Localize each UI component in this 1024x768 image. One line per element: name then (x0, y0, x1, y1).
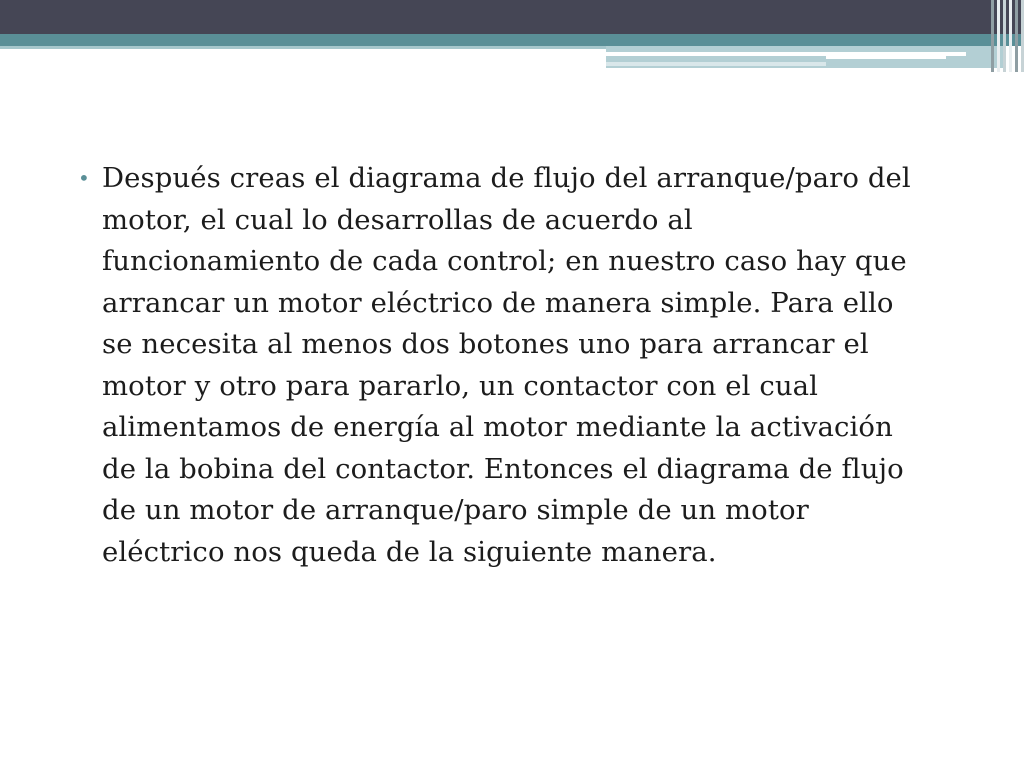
bullet-icon: • (78, 166, 90, 190)
paragraph-line: de la bobina del contactor. Entonces el diagrama de flujo (102, 452, 904, 485)
slide-body (78, 158, 978, 573)
paragraph-line: funcionamiento de cada control; en nuestro caso hay que (102, 245, 907, 277)
corner-stripes-decoration (984, 0, 1024, 72)
paragraph-line: alimentamos de energía al motor mediante la activación (102, 411, 893, 443)
paragraph-line: de un motor de arranque/paro simple de un motor (102, 494, 809, 526)
paragraph-line: Después creas el diagrama de flujo del arranque/paro del (102, 162, 911, 194)
paragraph-line: motor y otro para pararlo, un contactor con el cual (102, 369, 819, 402)
bullet-paragraph (78, 158, 978, 573)
header-step-line (826, 56, 946, 59)
header-step-line (606, 62, 826, 66)
paragraph-line: arrancar un motor eléctrico de manera simple. Para ello (102, 286, 894, 319)
paragraph-line: eléctrico nos queda de la siguiente manera. (102, 535, 717, 568)
header-band-teal (0, 34, 1024, 46)
paragraph-line: se necesita al menos dos botones uno para arrancar el (102, 328, 869, 360)
header-band-dark (0, 0, 1024, 34)
paragraph-line: motor, el cual lo desarrollas de acuerdo al (102, 203, 693, 236)
header-band-accent (0, 46, 606, 49)
